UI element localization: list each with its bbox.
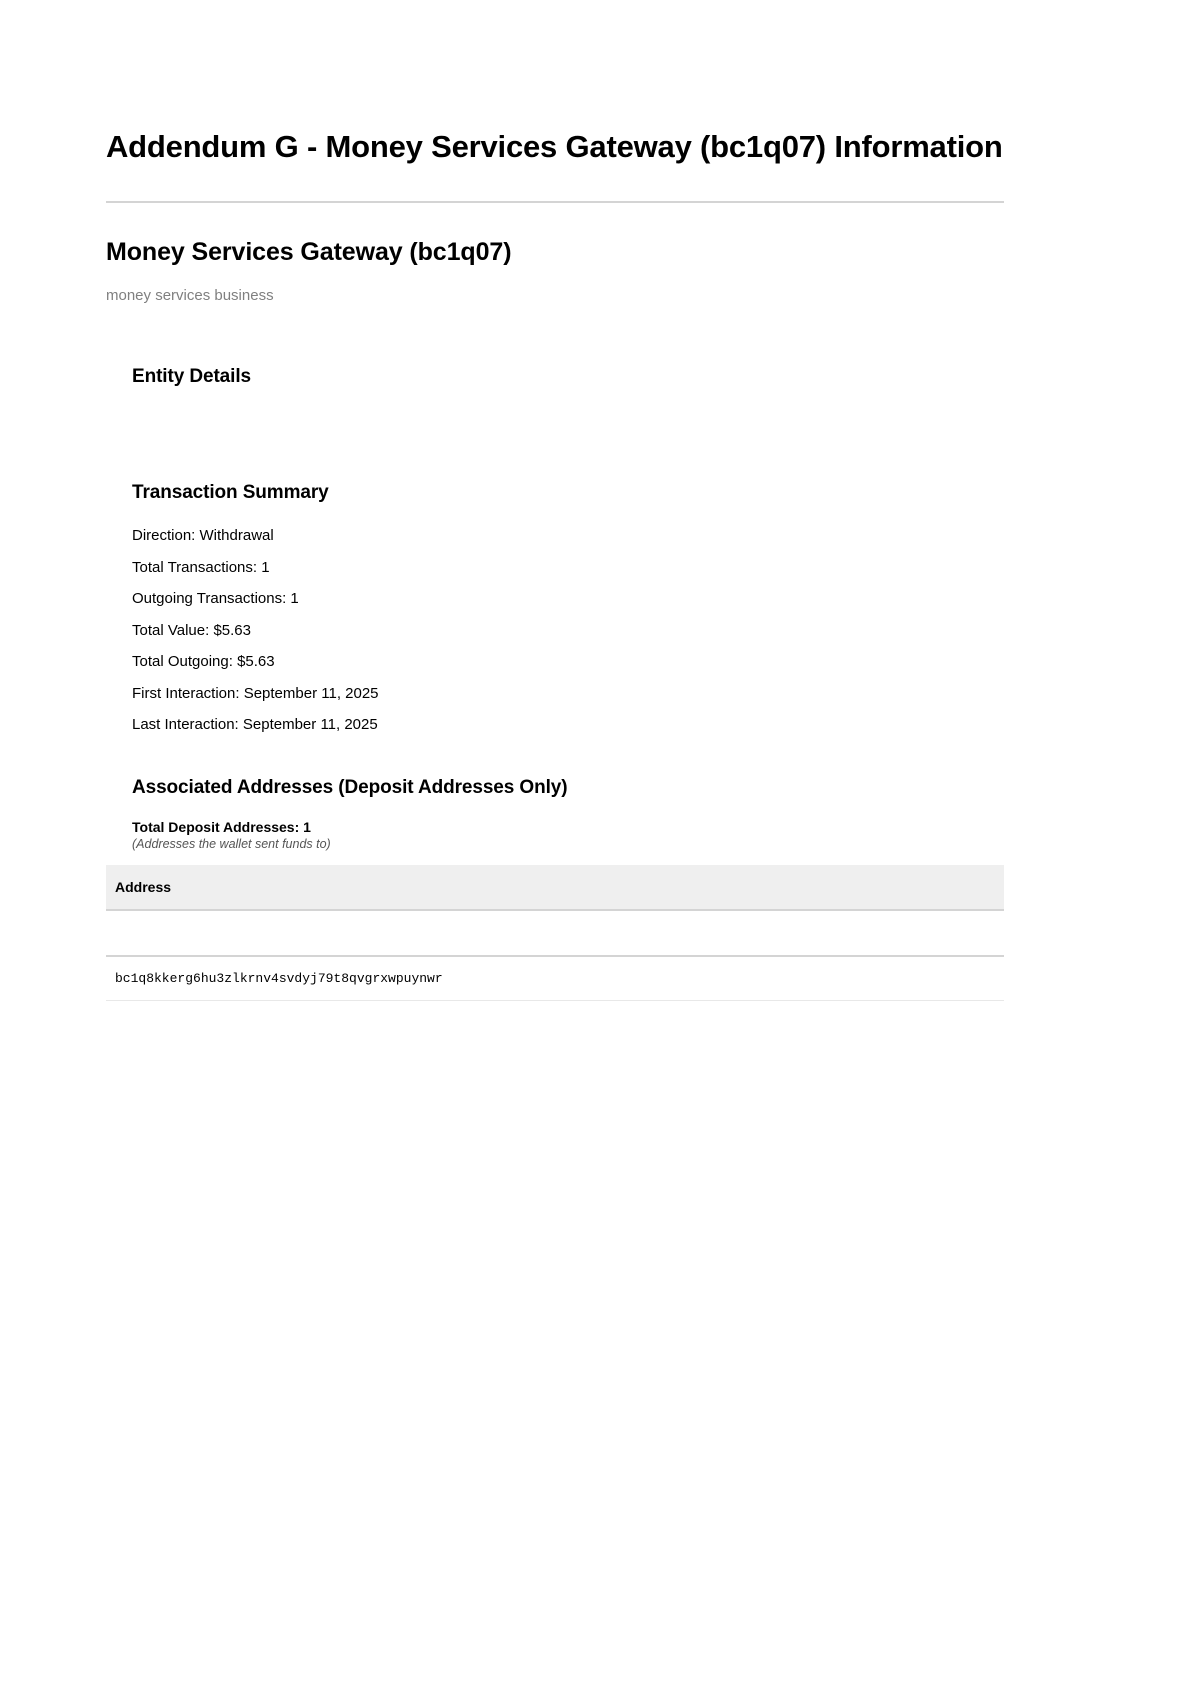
address-table-container [106,851,1004,1001]
table-header-row [106,865,1004,910]
summary-item-total-outgoing: Total Outgoing: $5.63 [132,653,275,671]
summary-item-total-value: Total Value: $5.63 [132,621,251,639]
summary-item-outgoing-transactions: Outgoing Transactions: 1 [132,590,299,608]
entity-type-label: money services business [106,287,274,305]
table-spacer-row [106,910,1004,956]
column-header-address: Address [106,865,1004,910]
page-title: Addendum G - Money Services Gateway (bc1q07) Information [106,129,1003,164]
summary-item-direction: Direction: Withdrawal [132,527,274,545]
address-cell: bc1q8kkerg6hu3zlkrnv4svdyj79t8qvgrxwpuynwr [115,970,443,986]
table-spacer-cell [106,910,1004,956]
summary-item-total-transactions: Total Transactions: 1 [132,558,270,576]
summary-item-first-interaction: First Interaction: September 11, 2025 [132,684,379,702]
summary-item-last-interaction: Last Interaction: September 11, 2025 [132,716,378,734]
page-content [106,0,1004,1001]
address-table-body [106,910,1004,1001]
transaction-summary-list [132,504,1004,741]
address-table-head [106,865,1004,910]
entity-details-body [132,388,1004,460]
entity-details-section [106,304,1004,851]
entity-name-heading: Money Services Gateway (bc1q07) [106,238,512,267]
title-divider [106,201,1004,203]
total-deposit-addresses-label: Total Deposit Addresses: 1 [132,818,311,835]
transaction-summary-heading: Transaction Summary [132,482,329,504]
associated-addresses-heading: Associated Addresses (Deposit Addresses Only) [132,776,568,798]
address-table [106,865,1004,1001]
entity-details-heading: Entity Details [132,366,251,388]
deposit-addresses-note: (Addresses the wallet sent funds to) [132,836,331,851]
table-row [106,956,1004,1001]
